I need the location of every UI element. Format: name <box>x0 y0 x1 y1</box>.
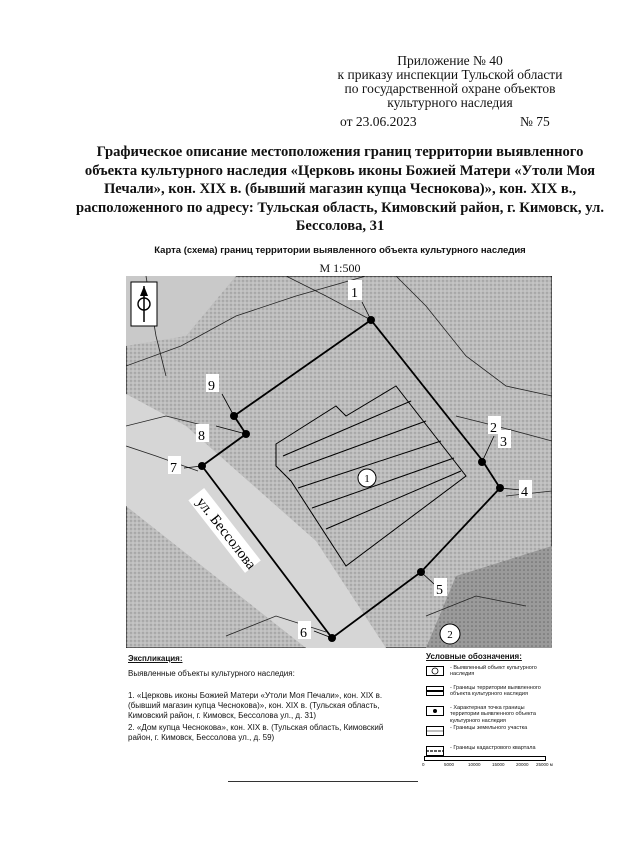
legend-row <box>426 704 554 724</box>
scale-bar <box>414 756 554 770</box>
legend-row <box>426 724 554 744</box>
legend-parcel-icon <box>426 726 444 736</box>
north-arrow-icon <box>131 282 157 326</box>
explication-block <box>128 654 398 743</box>
appendix-line: по государственной охране объектов <box>344 81 556 96</box>
point-label-9: 9 <box>208 379 215 394</box>
point-label-6: 6 <box>300 626 307 641</box>
document-title: Графическое описание местоположения границ территории выявленного объекта культурного наследия «Церковь иконы Божией Матери «Утоли Моя Печали», кон. XIX в. (бывший магазин купца Чеснокова)», кон. XIX в., расположенного по адресу: Тульская область, Кимовский район, г. Кимовск, ул. Бессолова, 31 <box>75 144 604 234</box>
map-scheme <box>126 276 552 648</box>
explication-heading: Экспликация: <box>128 654 183 663</box>
scale-tick: 25000 м <box>536 762 553 767</box>
legend-heading: Условные обозначения: <box>426 652 522 661</box>
scale-tick: 15000 <box>492 762 505 767</box>
object-label-2: 2 <box>447 629 453 641</box>
order-date: от 23.06.2023 <box>340 114 417 129</box>
scale-bar-graphic <box>424 756 546 761</box>
order-number: № 75 <box>520 114 550 129</box>
explication-item: 1. «Церковь иконы Божией Матери «Утоли Моя Печали», кон. XIX в. (бывший магазин купца Чеснокова)», кон. XIX в. (Тульская область, Кимовский район, г. Кимовск, Бессолова ул., д. 31) <box>128 691 383 720</box>
point-label-3: 3 <box>500 435 507 450</box>
legend-text: - Характерная точка границы территории выявленного объекта культурного наследия <box>450 704 536 724</box>
legend-quarter-icon <box>426 746 444 756</box>
legend-point-icon <box>426 706 444 716</box>
scale-tick: 0 <box>422 762 425 767</box>
explication-item: 2. «Дом купца Чеснокова», кон. XIX в. (Тульская область, Кимовский район, г. Кимовск, Бессолова ул., д. 59) <box>128 723 384 742</box>
legend-block <box>426 654 554 764</box>
appendix-line: культурного наследия <box>387 95 513 110</box>
point-label-2: 2 <box>490 421 497 436</box>
legend-object-icon <box>426 666 444 676</box>
explication-subheading: Выявленные объекты культурного наследия: <box>128 669 295 678</box>
legend-row <box>426 684 554 704</box>
footer-line <box>228 781 418 782</box>
point-label-5: 5 <box>436 583 443 598</box>
scale-tick: 10000 <box>468 762 481 767</box>
appendix-block <box>300 54 600 110</box>
appendix-line: к приказу инспекции Тульской области <box>337 67 563 82</box>
legend-text: - Границы кадастрового квартала <box>450 744 536 751</box>
legend-boundary-icon <box>426 686 444 696</box>
legend-text: - Выявленный объект культурного наследия <box>450 664 537 677</box>
map-scale: М 1:500 <box>319 261 361 275</box>
scale-tick: 20000 <box>516 762 529 767</box>
point-label-4: 4 <box>521 485 528 500</box>
street-label: ул. Бессолова <box>192 494 259 573</box>
map-caption: Карта (схема) границ территории выявленного объекта культурного наследия <box>154 245 526 256</box>
scale-tick: 5000 <box>444 762 455 767</box>
legend-row <box>426 664 554 684</box>
point-label-7: 7 <box>170 461 177 476</box>
point-label-8: 8 <box>198 429 205 444</box>
legend-text: - Границы территории выявленного объекта культурного наследия <box>450 684 541 697</box>
legend-text: - Границы земельного участка <box>450 724 528 731</box>
appendix-line: Приложение № 40 <box>397 53 503 68</box>
object-label-1: 1 <box>364 473 370 485</box>
point-label-1: 1 <box>351 286 358 301</box>
